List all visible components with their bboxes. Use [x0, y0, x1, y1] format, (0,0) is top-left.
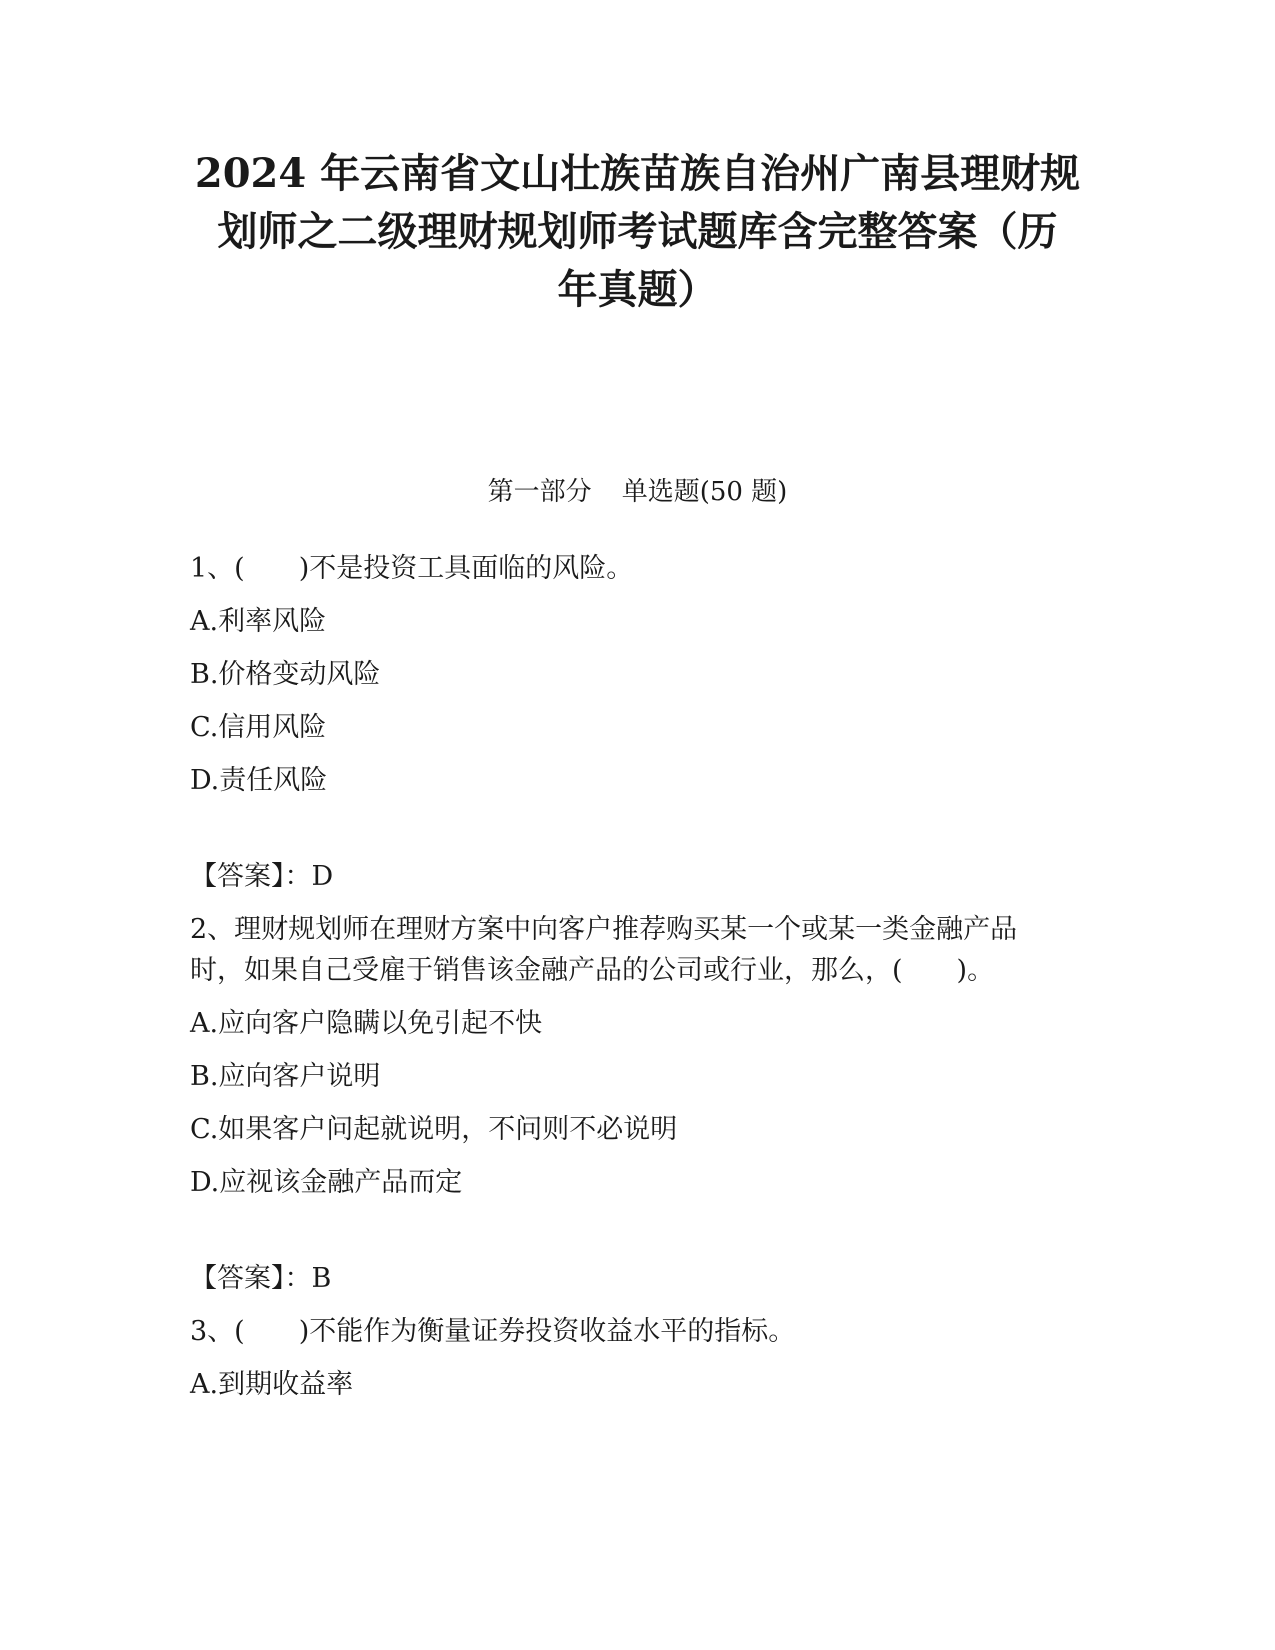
question-1-answer: 【答案】：D [190, 861, 334, 892]
question-1-option-b: B.价格变动风险 [190, 659, 381, 690]
section-part: 第一部分 [487, 477, 592, 507]
question-3-stem: 3、( )不能作为衡量证券投资收益水平的指标。 [190, 1316, 796, 1347]
question-1-option-a: A.利率风险 [190, 606, 327, 637]
question-2-stem-line-1: 2、理财规划师在理财方案中向客户推荐购买某一个或某一类金融产品 [190, 914, 1018, 945]
question-1-stem: 1、( )不是投资工具面临的风险。 [190, 553, 634, 584]
question-2-option-d: D.应视该金融产品而定 [190, 1167, 463, 1198]
section-name: 单选题(50 题) [621, 477, 788, 507]
question-2-option-a: A.应向客户隐瞒以免引起不快 [190, 1008, 543, 1039]
question-2-option-b: B.应向客户说明 [190, 1061, 381, 1092]
title-line-2: 划师之二级理财规划师考试题库含完整答案（历 [217, 208, 1058, 255]
question-2-option-c: C.如果客户问起就说明，不问则不必说明 [190, 1114, 678, 1145]
question-2-answer: 【答案】：B [190, 1263, 332, 1294]
question-1-option-c: C.信用风险 [190, 712, 327, 743]
question-3-option-a: A.到期收益率 [190, 1369, 354, 1400]
document-title [150, 145, 1125, 319]
title-line-3: 年真题） [557, 266, 718, 313]
section-heading [0, 474, 1275, 510]
question-1-option-d: D.责任风险 [190, 765, 328, 796]
question-2-stem-line-2: 时，如果自己受雇于销售该金融产品的公司或行业，那么，( )。 [190, 955, 995, 986]
title-line-1: 2024 年云南省文山壮族苗族自治州广南县理财规 [194, 150, 1081, 197]
